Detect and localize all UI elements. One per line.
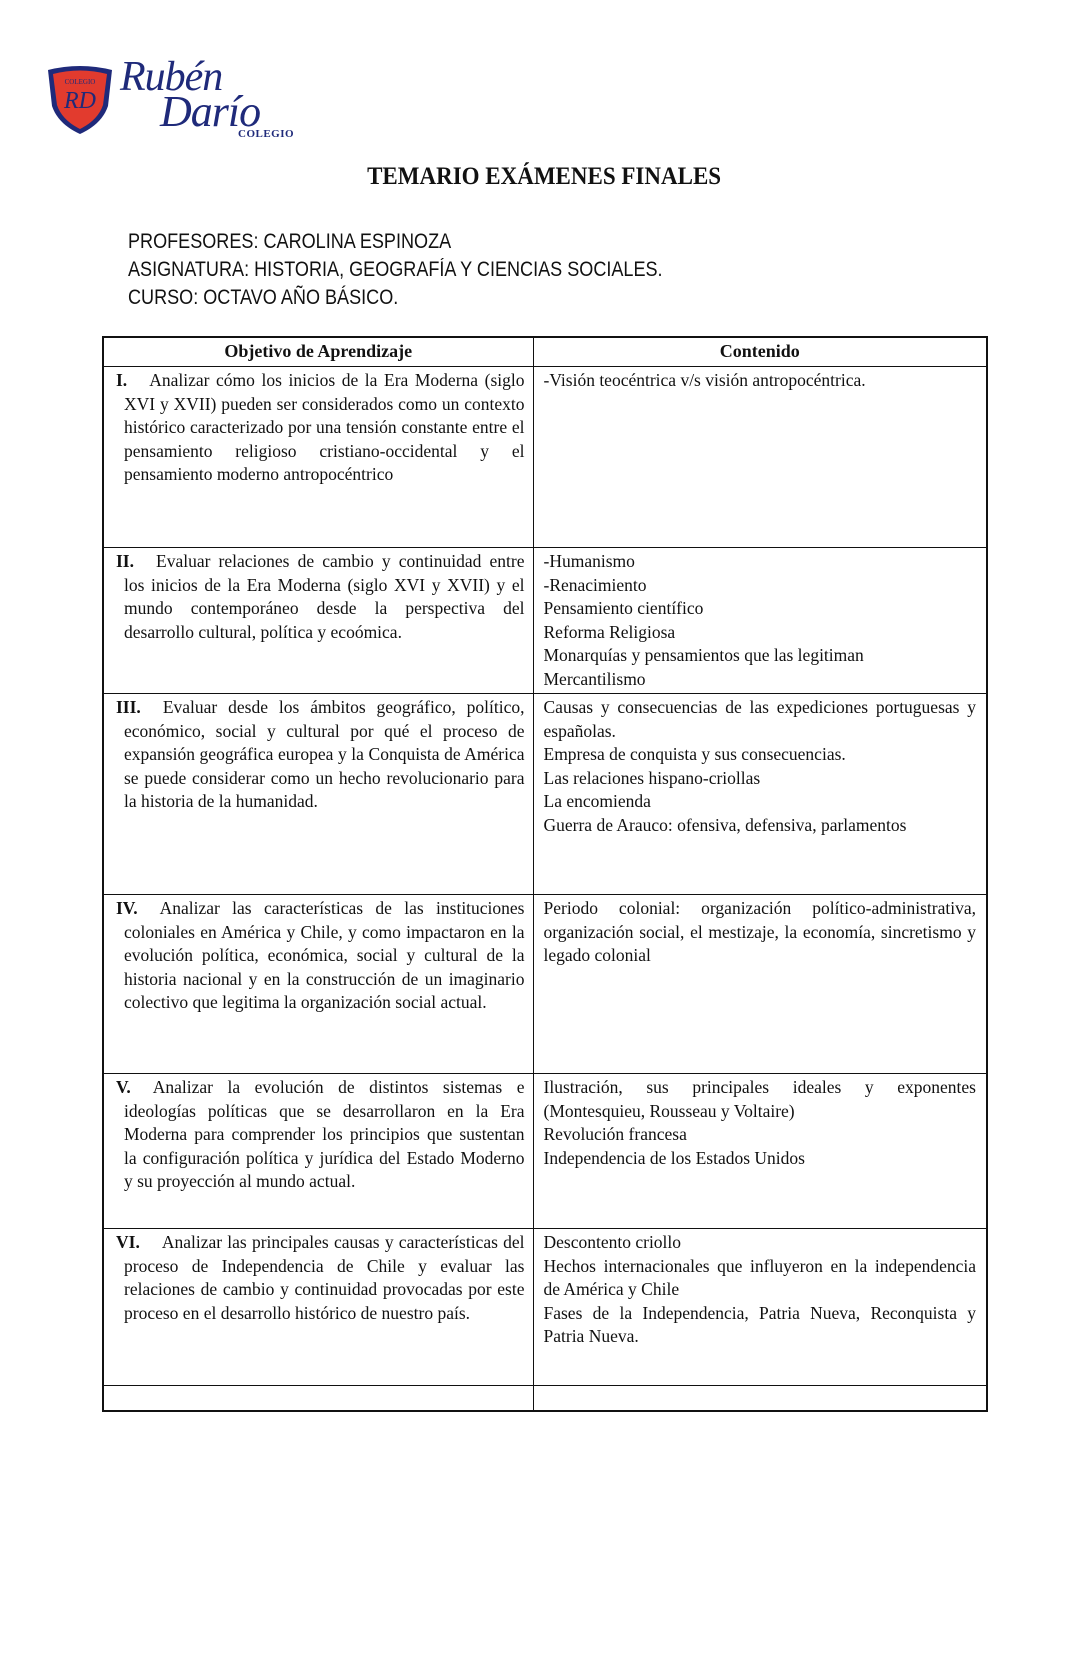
teacher-line: PROFESORES: CAROLINA ESPINOZA — [128, 230, 452, 253]
content-item: La encomienda — [543, 791, 651, 811]
document-meta — [128, 228, 750, 312]
objective-text: Evaluar desde los ámbitos geográfico, político, económico, social y cultural por qué el proceso de expansión geográfica europea y la Conquista de América se puede considerar como un hecho revolucionario para la historia de la humanidad. — [124, 697, 525, 811]
objective-cell — [103, 367, 533, 548]
empty-cell — [103, 1386, 533, 1412]
document-title: TEMARIO EXÁMENES FINALES — [367, 163, 722, 190]
content-cell — [533, 548, 987, 694]
content-cell — [533, 694, 987, 895]
objective-cell — [103, 1074, 533, 1229]
objective-text: Analizar cómo los inicios de la Era Moderna (siglo XVI y XVII) pueden ser considerados como un contexto histórico caracterizado por una tensión constante entre el pensamiento religioso cristiano-occidental y el pensamiento moderno antropocéntrico — [124, 370, 525, 484]
table-row — [103, 1074, 987, 1229]
content-item: Reforma Religiosa — [543, 621, 676, 642]
course-line: CURSO: OCTAVO AÑO BÁSICO. — [128, 286, 399, 309]
content-item: Mercantilismo — [543, 668, 646, 689]
svg-text:RD: RD — [64, 88, 96, 114]
table-row — [103, 1229, 987, 1386]
content-item: -Renacimiento — [543, 574, 647, 595]
content-item: Empresa de conquista y sus consecuencias. — [543, 744, 846, 764]
content-item: Revolución francesa — [543, 1124, 687, 1144]
svg-text:COLEGIO: COLEGIO — [64, 78, 96, 86]
objective-number: III. — [116, 697, 141, 717]
content-item: -Visión teocéntrica v/s visión antropocéntrica. — [543, 370, 866, 390]
objective-cell — [103, 548, 533, 694]
table-header-row — [103, 337, 987, 367]
empty-cell — [533, 1386, 987, 1412]
content-cell — [533, 1074, 987, 1229]
objective-number: IV. — [116, 898, 138, 918]
content-item: Ilustración, sus principales ideales y exponentes (Montesquieu, Rousseau y Voltaire) — [543, 1077, 976, 1121]
objective-text: Evaluar relaciones de cambio y continuidad entre los inicios de la Era Moderna (siglo XVI y XVII) y el mundo contemporáneo desde la perspectiva del desarrollo cultural, política y ecoómica. — [124, 551, 525, 642]
objective-cell — [103, 694, 533, 895]
objective-cell — [103, 895, 533, 1074]
content-cell — [533, 367, 987, 548]
content-cell — [533, 1229, 987, 1386]
content-item: Independencia de los Estados Unidos — [543, 1147, 805, 1168]
content-item: -Humanismo — [543, 551, 635, 571]
table-row — [103, 548, 987, 694]
table-row — [103, 694, 987, 895]
objective-number: V. — [116, 1077, 131, 1097]
objective-number: VI. — [116, 1232, 140, 1252]
content-item: Descontento criollo — [543, 1232, 682, 1252]
objective-number: II. — [116, 551, 134, 571]
objective-text: Analizar las principales causas y características del proceso de Independencia de Chile y evaluar las relaciones de cambio y continuidad provocadas por este proceso en el desarrollo histórico de nuestro país. — [124, 1232, 525, 1323]
content-item: Causas y consecuencias de las expediciones portuguesas y españolas. — [543, 697, 976, 741]
table-row — [103, 367, 987, 548]
header-objetivo: Objetivo de Aprendizaje — [103, 337, 533, 367]
content-cell — [533, 895, 987, 1074]
logo-text-colegio: COLEGIO — [238, 128, 295, 140]
content-item: Fases de la Independencia, Patria Nueva, Reconquista y Patria Nueva. — [543, 1302, 976, 1346]
logo-text-dario: Darío — [160, 87, 261, 136]
shield-icon — [42, 60, 118, 136]
content-item: Periodo colonial: organización político-administrativa, organización social, el mestizaje, la economía, sincretismo y legado colonial — [543, 898, 976, 965]
syllabus-table — [102, 336, 988, 1412]
objective-cell — [103, 1229, 533, 1386]
objective-number: I. — [116, 370, 128, 390]
content-item: Guerra de Arauco: ofensiva, defensiva, parlamentos — [543, 814, 907, 835]
subject-line: ASIGNATURA: HISTORIA, GEOGRAFÍA Y CIENCIAS SOCIALES. — [128, 258, 663, 281]
content-item: Hechos internacionales que influyeron en la independencia de América y Chile — [543, 1255, 976, 1299]
table-row — [103, 895, 987, 1074]
content-item: Pensamiento científico — [543, 598, 704, 618]
school-logo — [42, 54, 295, 140]
logo-text-ruben: Rubén — [120, 54, 223, 100]
objective-text: Analizar la evolución de distintos sistemas e ideologías políticas que se desarrollaron en la Era Moderna para comprender los principios que sustentan la configuración política y jurídica del Estado Moderno y su proyección al mundo actual. — [124, 1077, 525, 1191]
header-contenido: Contenido — [533, 337, 987, 367]
content-item: Las relaciones hispano-criollas — [543, 767, 761, 788]
objective-text: Analizar las características de las instituciones coloniales en América y Chile, y como impactaron en la evolución política, económica, social y cultural de la historia nacional y en la construcción de un imaginario colectivo que legitima la organización social actual. — [124, 898, 525, 1012]
empty-table-row — [103, 1386, 987, 1412]
content-item: Monarquías y pensamientos que las legitiman — [543, 645, 864, 665]
